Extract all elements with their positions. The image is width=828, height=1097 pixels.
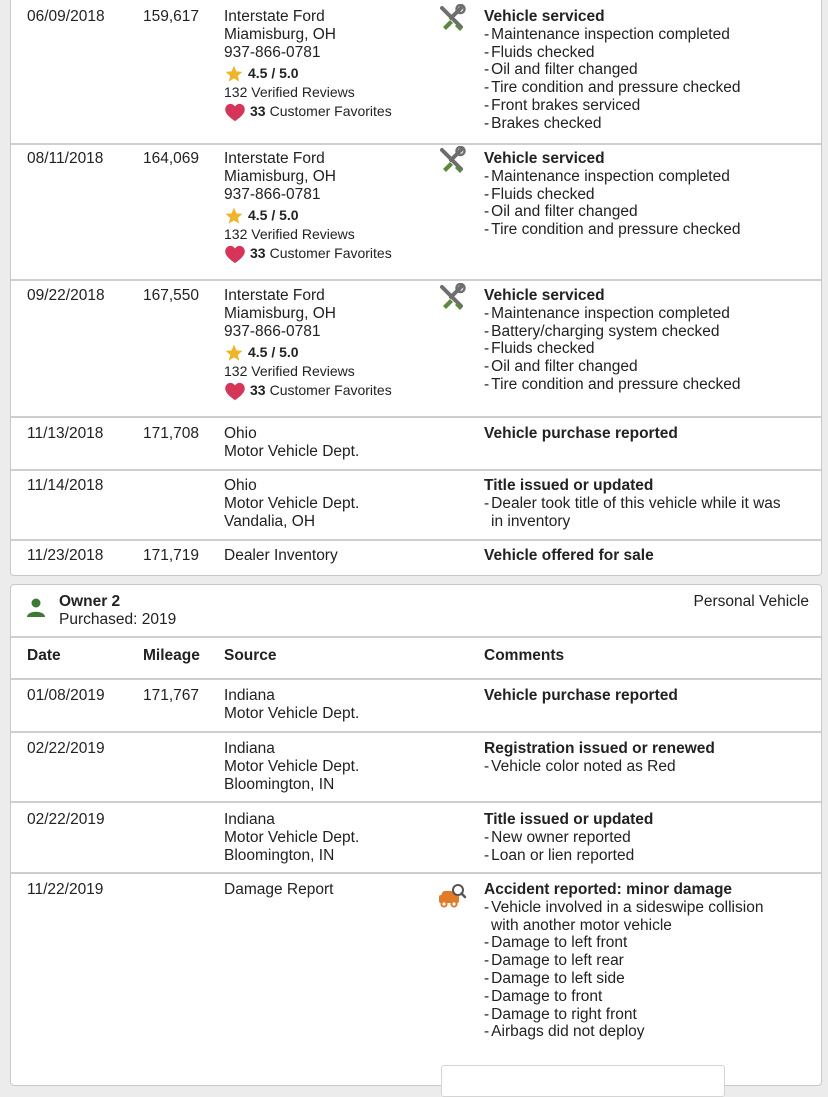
comment-item: - Vehicle color noted as Red — [484, 758, 715, 776]
record-comments — [484, 8, 740, 133]
comment-title: Accident reported: minor damage — [484, 881, 733, 898]
verified-reviews-link[interactable]: 132 Verified Reviews — [224, 226, 355, 243]
comment-title: Title issued or updated — [484, 811, 654, 828]
customer-favorites — [224, 381, 392, 401]
comment-item: - Front brakes serviced — [484, 97, 740, 115]
record-mileage: 164,069 — [143, 150, 200, 167]
comment-title: Vehicle serviced — [484, 150, 605, 167]
comment-item: - Damage to front — [484, 988, 763, 1006]
comment-item: - Maintenance inspection completed — [484, 305, 740, 323]
comment-item: - Oil and filter changed — [484, 203, 740, 221]
customer-favorites — [224, 102, 392, 122]
comment-title: Vehicle purchase reported — [484, 425, 678, 442]
rating-value: 4.5 / 5.0 — [248, 344, 299, 361]
column-header-date: Date — [27, 647, 61, 664]
comment-item: - Fluids checked — [484, 340, 740, 358]
row-divider — [11, 801, 821, 803]
source-name[interactable]: Interstate Ford — [224, 8, 325, 25]
source-location: Motor Vehicle Dept. — [224, 828, 360, 846]
rating — [224, 343, 392, 363]
source-phone[interactable]: 937-866-0781 — [224, 43, 321, 61]
comment-item: - Damage to left rear — [484, 952, 763, 970]
record-date: 06/09/2018 — [27, 8, 105, 25]
comment-item: - New owner reported — [484, 829, 653, 847]
heart-icon — [224, 244, 246, 264]
source-name: Ohio — [224, 425, 257, 442]
source-location: Motor Vehicle Dept. — [224, 442, 360, 460]
row-divider — [11, 678, 821, 680]
comment-item: - Maintenance inspection completed — [484, 26, 740, 44]
comment-item: - Tire condition and pressure checked — [484, 79, 740, 97]
source-city: Vandalia, OH — [224, 512, 316, 530]
favorites-label: Customer Favorites — [269, 103, 392, 120]
source-name: Indiana — [224, 687, 275, 704]
record-date: 08/11/2018 — [27, 150, 104, 167]
record-source — [224, 811, 359, 864]
star-icon — [224, 64, 244, 84]
owner-person-icon — [25, 597, 47, 619]
owner1-history-card — [10, 0, 822, 576]
record-source — [224, 881, 333, 899]
source-phone[interactable]: 937-866-0781 — [224, 322, 321, 340]
comment-item: - Damage to right front — [484, 1006, 763, 1024]
source-city: Bloomington, IN — [224, 775, 335, 793]
tools-icon — [437, 146, 467, 176]
favorites-count: 33 — [250, 103, 266, 120]
star-icon — [224, 206, 244, 226]
record-comments — [484, 811, 653, 864]
record-mileage: 171,719 — [143, 547, 200, 564]
source-phone[interactable]: 937-866-0781 — [224, 185, 321, 203]
source-location: Miamisburg, OH — [224, 167, 336, 185]
row-divider — [11, 143, 821, 145]
row-divider — [11, 279, 821, 281]
car-damage-icon — [437, 881, 467, 911]
comment-item: - Dealer took title of this vehicle while it was — [484, 495, 781, 513]
record-date: 11/23/2018 — [27, 547, 104, 564]
record-date: 01/08/2019 — [27, 687, 105, 704]
comment-item: - Fluids checked — [484, 186, 740, 204]
comment-item: - Battery/charging system checked — [484, 323, 740, 341]
comment-item: - Maintenance inspection completed — [484, 168, 740, 186]
record-source — [224, 425, 359, 461]
comment-item: - Tire condition and pressure checked — [484, 221, 740, 239]
comment-title: Vehicle serviced — [484, 8, 605, 25]
owner2-history-card — [10, 584, 822, 1086]
row-divider — [11, 872, 821, 874]
record-source — [224, 687, 359, 723]
vehicle-use-type: Personal Vehicle — [693, 593, 809, 610]
column-header-comments: Comments — [484, 647, 565, 664]
comment-item: - Tire condition and pressure checked — [484, 376, 740, 394]
source-name: Damage Report — [224, 881, 334, 898]
owner-purchased: Purchased: 2019 — [59, 611, 177, 628]
record-comments — [484, 740, 715, 776]
verified-reviews-link[interactable]: 132 Verified Reviews — [224, 363, 355, 380]
favorites-label: Customer Favorites — [269, 382, 392, 399]
row-divider — [11, 539, 821, 541]
source-location: Miamisburg, OH — [224, 25, 336, 43]
record-date: 02/22/2019 — [27, 811, 105, 828]
comment-item: - Loan or lien reported — [484, 847, 653, 865]
column-header-mileage: Mileage — [143, 647, 200, 664]
record-source — [224, 287, 392, 401]
source-name: Dealer Inventory — [224, 547, 338, 564]
row-divider — [11, 469, 821, 471]
rating-value: 4.5 / 5.0 — [248, 207, 299, 224]
record-source — [224, 477, 359, 530]
heart-icon — [224, 381, 246, 401]
tools-icon — [437, 283, 467, 313]
record-comments — [484, 881, 763, 1041]
source-name: Ohio — [224, 477, 257, 494]
record-date: 11/13/2018 — [27, 425, 104, 442]
record-mileage: 171,708 — [143, 425, 200, 442]
record-comments — [484, 150, 740, 239]
customer-favorites — [224, 244, 392, 264]
record-date: 11/22/2019 — [27, 881, 104, 898]
record-source — [224, 8, 392, 122]
source-location: Motor Vehicle Dept. — [224, 757, 360, 775]
comment-item: - Vehicle involved in a sideswipe collision — [484, 899, 763, 917]
comment-item-continued: in inventory — [491, 512, 571, 530]
record-mileage: 159,617 — [143, 8, 200, 25]
source-location: Miamisburg, OH — [224, 304, 336, 322]
record-source — [224, 740, 359, 793]
record-source — [224, 150, 392, 264]
comment-item: - Damage to left side — [484, 970, 763, 988]
favorites-label: Customer Favorites — [269, 245, 392, 262]
source-location: Motor Vehicle Dept. — [224, 704, 360, 722]
record-mileage: 171,767 — [143, 687, 200, 704]
record-comments — [484, 547, 654, 565]
comment-title: Registration issued or renewed — [484, 740, 715, 757]
column-header-source: Source — [224, 647, 277, 664]
rating — [224, 206, 392, 226]
record-comments — [484, 287, 740, 394]
comment-item: - Fluids checked — [484, 44, 740, 62]
record-comments — [484, 425, 678, 443]
favorites-count: 33 — [250, 382, 266, 399]
record-source — [224, 547, 338, 565]
source-name[interactable]: Interstate Ford — [224, 287, 325, 304]
comment-item: - Airbags did not deploy — [484, 1023, 763, 1041]
section-divider — [11, 636, 821, 638]
comment-title: Vehicle purchase reported — [484, 687, 678, 704]
owner-name: Owner 2 — [59, 593, 121, 610]
source-city: Bloomington, IN — [224, 846, 335, 864]
comment-title: Vehicle offered for sale — [484, 547, 654, 564]
comment-item: - Damage to left front — [484, 934, 763, 952]
damage-details-panel[interactable] — [441, 1065, 725, 1097]
heart-icon — [224, 102, 246, 122]
tools-icon — [437, 4, 467, 34]
favorites-count: 33 — [250, 245, 266, 262]
comment-item: - Oil and filter changed — [484, 61, 740, 79]
source-location: Motor Vehicle Dept. — [224, 494, 360, 512]
row-divider — [11, 416, 821, 418]
comment-title: Vehicle serviced — [484, 287, 605, 304]
row-divider — [11, 731, 821, 733]
source-name[interactable]: Interstate Ford — [224, 150, 325, 167]
star-icon — [224, 343, 244, 363]
comment-item: - Brakes checked — [484, 115, 740, 133]
comment-title: Title issued or updated — [484, 477, 654, 494]
comment-item: - Oil and filter changed — [484, 358, 740, 376]
source-name: Indiana — [224, 740, 275, 757]
record-comments — [484, 687, 678, 705]
comment-item-continued: with another motor vehicle — [491, 916, 672, 934]
rating — [224, 64, 392, 84]
record-comments — [484, 477, 781, 530]
record-date: 02/22/2019 — [27, 740, 105, 757]
verified-reviews-link[interactable]: 132 Verified Reviews — [224, 84, 355, 101]
record-mileage: 167,550 — [143, 287, 200, 304]
record-date: 09/22/2018 — [27, 287, 105, 304]
rating-value: 4.5 / 5.0 — [248, 65, 299, 82]
record-date: 11/14/2018 — [27, 477, 104, 494]
source-name: Indiana — [224, 811, 275, 828]
